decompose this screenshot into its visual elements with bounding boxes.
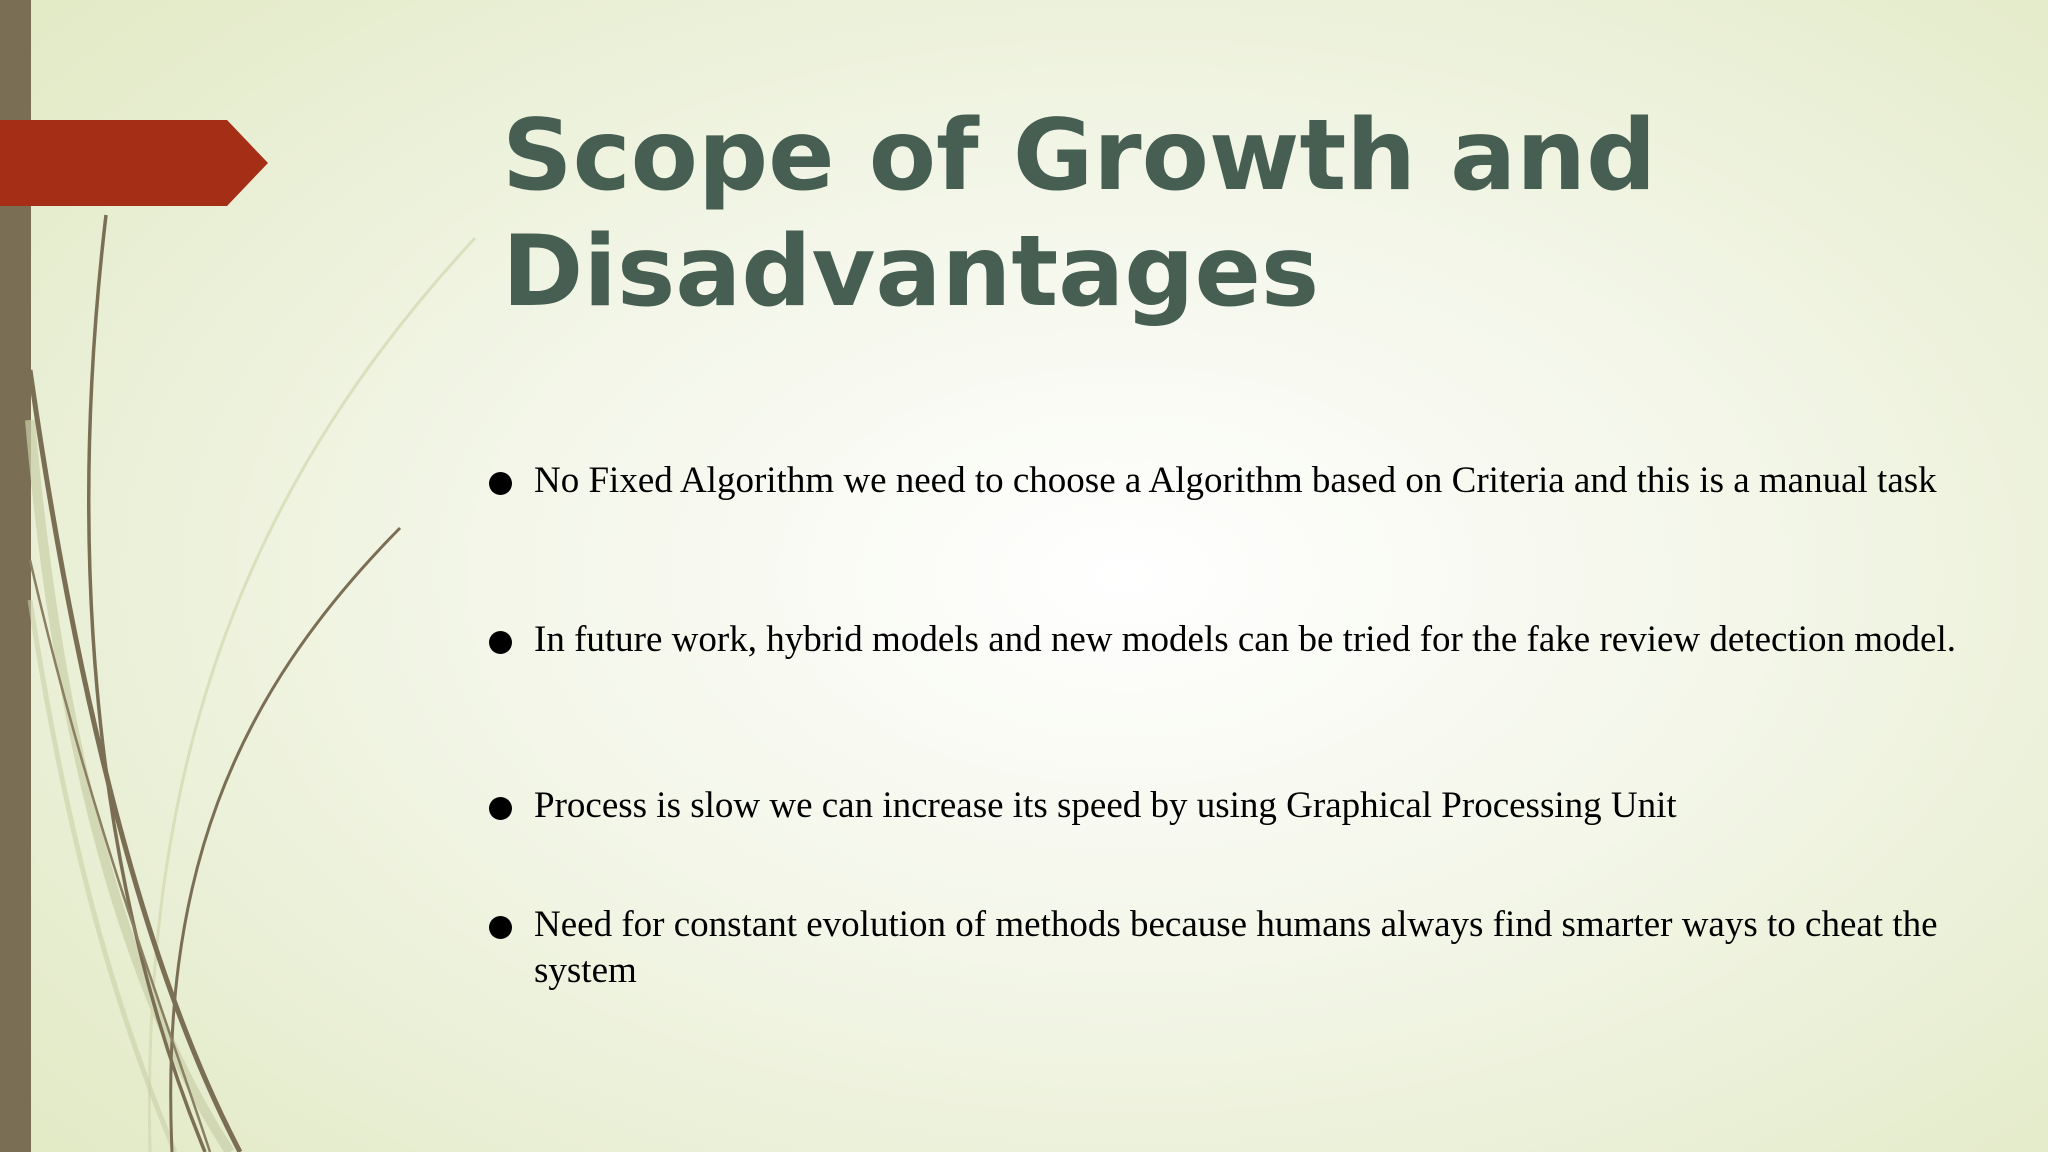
bullet-icon xyxy=(489,631,512,654)
bullet-text: Process is slow we can increase its speed by using Graphical Processing Unit xyxy=(534,785,1677,826)
bullet-item-4 xyxy=(489,902,1979,994)
bullet-item-3 xyxy=(489,783,1979,829)
bullet-item-2 xyxy=(489,617,1979,663)
bullet-text: In future work, hybrid models and new models can be tried for the fake review detection model. xyxy=(534,619,1956,660)
bullet-icon xyxy=(489,797,512,820)
slide-title: Scope of Growth and Disadvantages xyxy=(502,99,1657,329)
bullet-text: Need for constant evolution of methods because humans always find smarter ways to cheat the system xyxy=(534,904,1938,991)
bullet-text: No Fixed Algorithm we need to choose a Algorithm based on Criteria and this is a manual task xyxy=(534,460,1937,501)
bullet-icon xyxy=(489,916,512,939)
bullet-item-1 xyxy=(489,458,1979,504)
bullet-icon xyxy=(489,472,512,495)
